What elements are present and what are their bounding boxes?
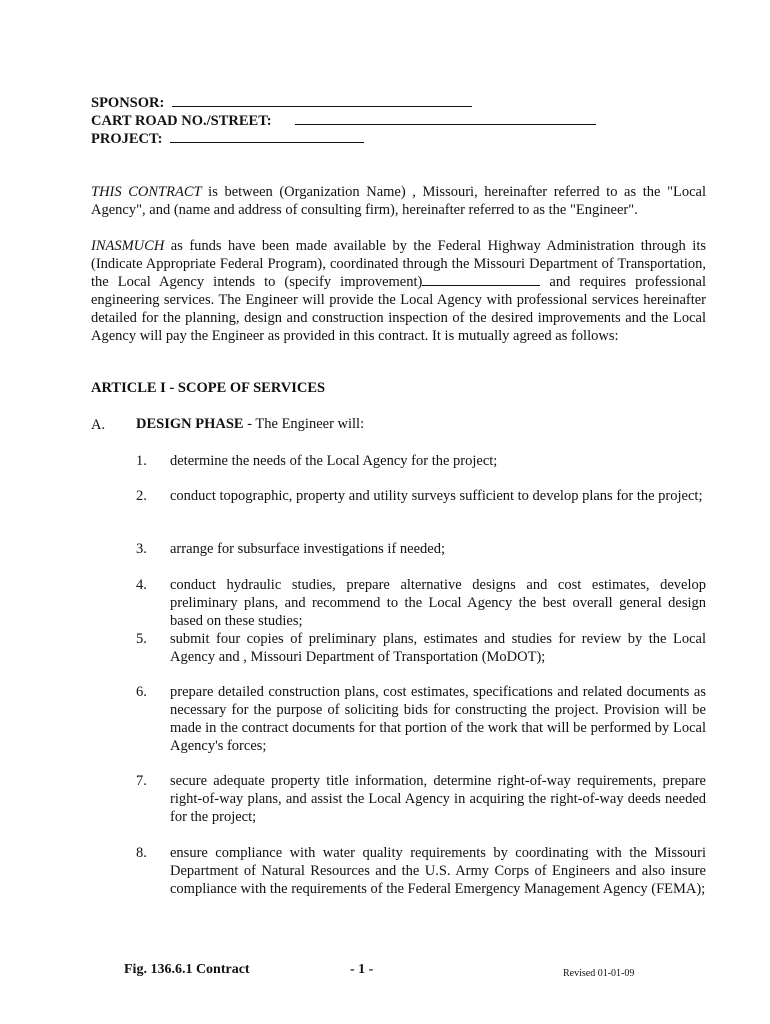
list-item: ensure compliance with water quality requirements by coordinating with the Missouri Department of Natural Resources and the U.S. Army Corps of Engineers and also insure compliance with the requirements of the Federal Emergency Management Agency (FEMA); <box>170 845 706 897</box>
this-contract-term: THIS CONTRACT <box>91 184 202 200</box>
contract-parties-paragraph <box>91 183 706 219</box>
sponsor-line <box>91 94 472 112</box>
section-title: DESIGN PHASE <box>136 416 244 432</box>
section-title-line <box>136 415 364 433</box>
inasmuch-term: INASMUCH <box>91 238 165 254</box>
article-heading: ARTICLE I - SCOPE OF SERVICES <box>91 380 326 396</box>
sponsor-blank <box>172 94 472 107</box>
footer-figure-label: Fig. 136.6.1 Contract <box>124 962 250 977</box>
inasmuch-paragraph <box>91 237 706 345</box>
inasmuch-text-1: as funds have been made available by the Federal Highway Administration through its (Indicate Appropriate Federal Program), coordinated through the Missouri Department of Transportation, the Local Agency intends to (specify improvement) <box>91 238 706 290</box>
list-item: conduct hydraulic studies, prepare alternative designs and cost estimates, develop preliminary plans, and recommend to the Local Agency the best overall general design based on these studies; <box>170 577 706 629</box>
this-contract-text: is between (Organization Name) , Missouri, hereinafter referred to as the "Local Agency", and (name and address of consulting firm), hereinafter referred to as the "Engineer". <box>91 184 706 218</box>
item-number: 6. <box>136 684 147 700</box>
item-number: 2. <box>136 488 147 504</box>
inasmuch-text-2: and requires professional engineering services. The Engineer will provide the Local Agency with professional services hereinafter detailed for the planning, design and construction inspection of the desired improvements and the Local Agency will pay the Engineer as provided in this contract. It is mutually agreed as follows: <box>91 274 706 344</box>
list-item: conduct topographic, property and utility surveys sufficient to develop plans for the project; <box>170 488 703 504</box>
project-line <box>91 130 364 148</box>
list-item: prepare detailed construction plans, cost estimates, specifications and related documents as necessary for the purpose of soliciting bids for constructing the project. Provision will be made in the contract documents for that portion of the work that will be performed by Local Agency's forces; <box>170 684 706 754</box>
section-title-rest: - The Engineer will: <box>243 416 365 432</box>
cart-road-blank <box>295 112 596 125</box>
footer-revised-date: Revised 01-01-09 <box>563 968 635 979</box>
improvement-blank <box>422 273 540 286</box>
item-number: 8. <box>136 845 147 861</box>
item-number: 1. <box>136 453 147 469</box>
item-number: 5. <box>136 631 147 647</box>
list-item: determine the needs of the Local Agency for the project; <box>170 453 498 469</box>
project-label: PROJECT: <box>91 131 163 147</box>
project-blank <box>170 130 364 143</box>
section-letter: A. <box>91 417 106 433</box>
list-item: arrange for subsurface investigations if needed; <box>170 541 445 557</box>
list-item: submit four copies of preliminary plans, estimates and studies for review by the Local Agency and , Missouri Department of Transportation (MoDOT); <box>170 631 706 665</box>
cart-road-label: CART ROAD NO./STREET: <box>91 113 272 129</box>
sponsor-label: SPONSOR: <box>91 95 165 111</box>
list-item: secure adequate property title information, determine right-of-way requirements, prepare right-of-way plans, and assist the Local Agency in acquiring the right-of-way deeds needed for the project; <box>170 773 706 825</box>
item-number: 3. <box>136 541 147 557</box>
item-number: 4. <box>136 577 147 593</box>
item-number: 7. <box>136 773 147 789</box>
footer-page-number: - 1 - <box>350 962 374 977</box>
cart-road-line <box>91 112 596 130</box>
